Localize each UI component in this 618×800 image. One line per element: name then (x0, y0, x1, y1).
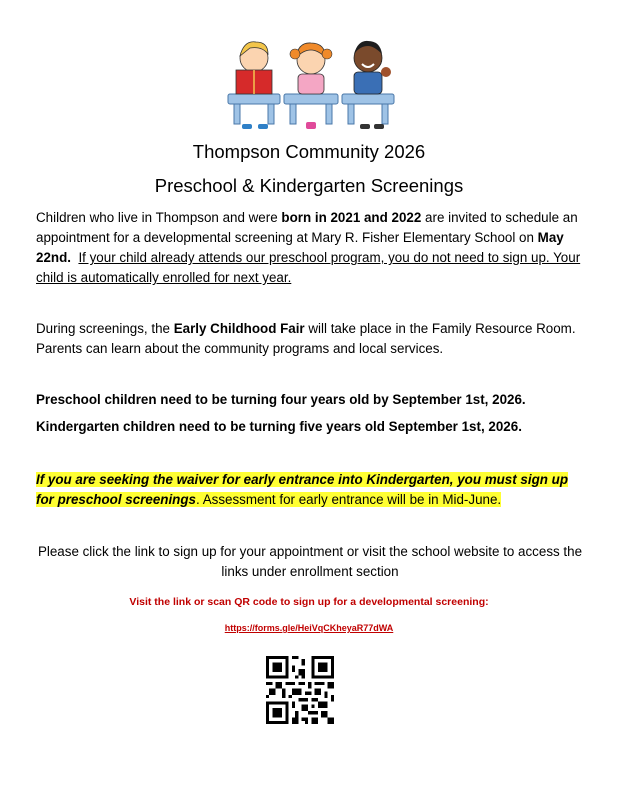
preschool-requirement: Preschool children need to be turning four years old by September 1st, 2026. (36, 392, 526, 407)
signup-link[interactable]: https://forms.gle/HeiVqCKheyaR77dWA (224, 623, 394, 633)
fair-text-2: will take place in the Family Resource Room. Parents can learn about the community programs and local services. (36, 321, 576, 356)
waiver-notice: If you are seeking the waiver for early entrance into Kindergarten, you must sign up for preschool screenings (36, 472, 569, 507)
waiver-assessment: . Assessment for early entrance will be in Mid-June. (196, 492, 502, 507)
title-line-1: Thompson Community 2026 (192, 141, 426, 162)
intro-text-2: are invited to schedule an appointment for a developmental screening at Mary R. Fisher Elementary School on (36, 210, 578, 245)
fair-paragraph (36, 319, 584, 359)
intro-paragraph (36, 208, 584, 288)
children-at-desks-illustration (226, 36, 396, 132)
intro-text-1: Children who live in Thompson and were (36, 210, 282, 225)
intro-date: May 22nd. (36, 230, 564, 265)
title-line-2: Preschool & Kindergarten Screenings (154, 175, 464, 196)
qr-code-icon[interactable] (266, 656, 334, 724)
fair-name: Early Childhood Fair (173, 321, 305, 336)
intro-birth-years: born in 2021 and 2022 (281, 210, 422, 225)
signup-instructions: Please click the link to sign up for your appointment or visit the school website to access the links under enrollment section (37, 544, 583, 579)
kindergarten-requirement: Kindergarten children need to be turning five years old September 1st, 2026. (36, 419, 522, 434)
signup-heading: Visit the link or scan QR code to sign up for a developmental screening: (129, 596, 489, 608)
intro-already-attends: If your child already attends our preschool program, you do not need to sign up. Your child is automatically enrolled for next year. (36, 250, 581, 285)
fair-text-1: During screenings, the (36, 321, 174, 336)
waiver-paragraph (36, 470, 584, 510)
